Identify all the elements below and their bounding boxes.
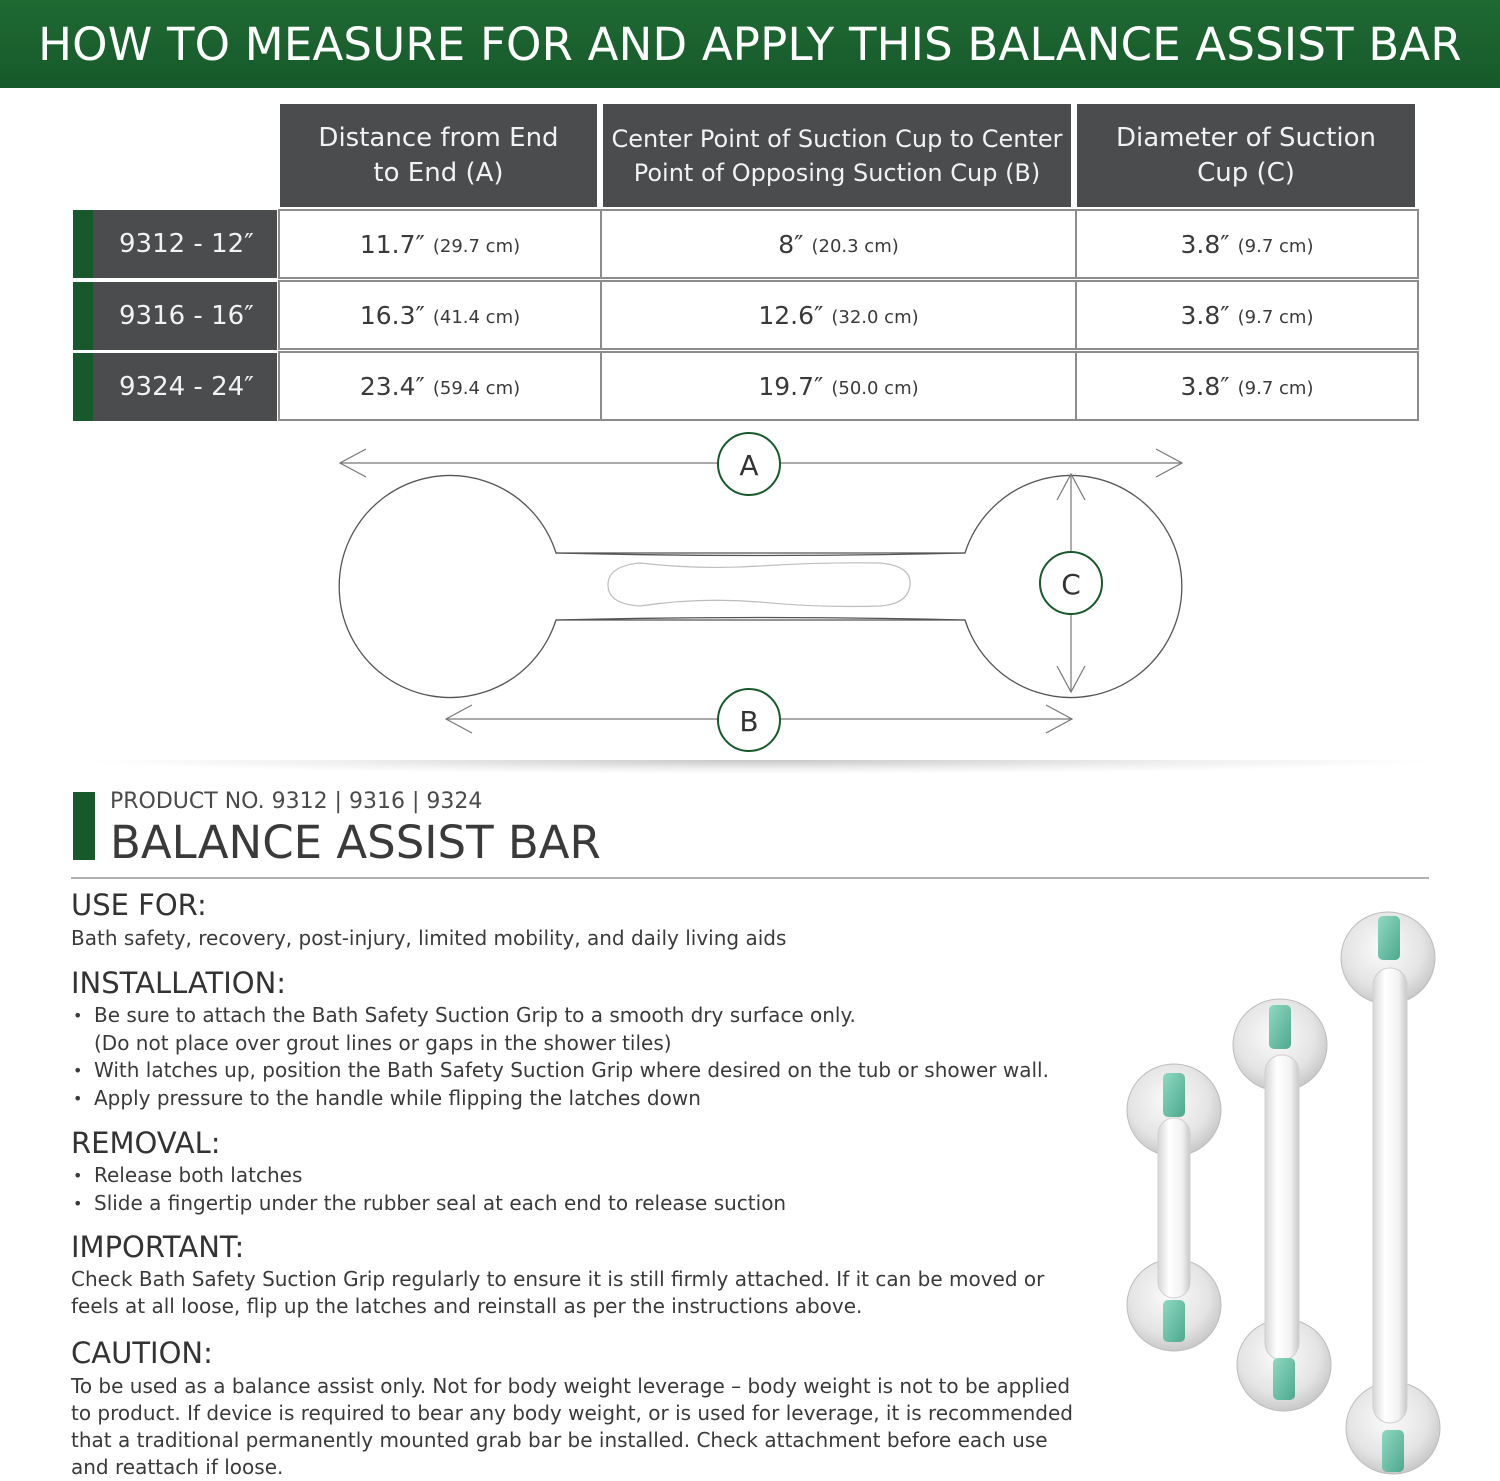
label-c: C <box>1061 568 1081 601</box>
header-distance-end-to-end <box>280 104 597 207</box>
table-cell <box>600 209 1077 279</box>
important-heading: IMPORTANT: <box>71 1230 245 1264</box>
value-cm: (20.3 cm) <box>811 235 899 257</box>
installation-list <box>71 1002 1111 1112</box>
header-center-to-center <box>603 104 1071 207</box>
header-a-line2: to End (A) <box>373 157 504 188</box>
value-cm: (9.7 cm) <box>1237 377 1314 399</box>
product-title: BALANCE ASSIST BAR <box>110 816 601 869</box>
value-inches: 3.8″ <box>1180 300 1230 330</box>
table-cell <box>278 351 602 421</box>
table-cell <box>600 351 1077 421</box>
table-cell <box>278 280 602 350</box>
title-rule <box>71 877 1429 879</box>
list-item: • With latches up, position the Bath Safety Suction Grip where desired on the tub or shower wall. <box>71 1057 1111 1085</box>
table-cell <box>1075 280 1419 350</box>
list-item: • Slide a fingertip under the rubber seal at each end to release suction <box>71 1190 1111 1218</box>
value-inches: 16.3″ <box>359 300 425 330</box>
value-inches: 19.7″ <box>758 371 824 401</box>
value-cm: (59.4 cm) <box>432 377 521 399</box>
list-item: • Apply pressure to the handle while flipping the latches down <box>71 1085 1111 1113</box>
value-inches: 8″ <box>778 229 804 259</box>
table-cell <box>1075 351 1419 421</box>
value-inches: 12.6″ <box>758 300 824 330</box>
value-cm: (9.7 cm) <box>1237 306 1314 328</box>
removal-list <box>71 1162 1111 1217</box>
header-c-line2: Cup (C) <box>1197 157 1295 188</box>
table-cell <box>1075 209 1419 279</box>
removal-heading: REMOVAL: <box>71 1126 221 1160</box>
list-item-continuation: (Do not place over grout lines or gaps in the shower tiles) <box>94 1030 672 1055</box>
bar-16-inch <box>1233 999 1331 1411</box>
value-inches: 23.4″ <box>359 371 425 401</box>
banner-title: HOW TO MEASURE FOR AND APPLY THIS BALANCE ASSIST BAR <box>38 18 1462 71</box>
value-cm: (32.0 cm) <box>831 306 919 328</box>
value-cm: (50.0 cm) <box>831 377 919 399</box>
value-inches: 3.8″ <box>1180 371 1230 401</box>
list-item: • Release both latches <box>71 1162 1111 1190</box>
header-b-line1: Center Point of Suction Cup to Center <box>611 124 1063 153</box>
product-photo <box>1100 900 1480 1478</box>
page-banner <box>0 0 1500 88</box>
product-number: PRODUCT NO. 9312 | 9316 | 9324 <box>110 789 483 814</box>
installation-heading: INSTALLATION: <box>71 966 287 1000</box>
value-cm: (9.7 cm) <box>1237 235 1314 257</box>
bar-12-inch <box>1127 1064 1221 1351</box>
row-label-9324: 9324 - 24″ <box>73 353 277 421</box>
value-cm: (29.7 cm) <box>432 235 521 257</box>
label-b-circle <box>718 689 780 751</box>
table-cell <box>278 209 602 279</box>
title-accent-bar <box>73 792 95 860</box>
label-c-circle <box>1040 552 1102 614</box>
value-inches: 3.8″ <box>1180 229 1230 259</box>
list-item: • Be sure to attach the Bath Safety Suction Grip to a smooth dry surface only. <box>71 1002 1111 1030</box>
row-label-9316: 9316 - 16″ <box>73 282 277 350</box>
header-b-line2: Point of Opposing Suction Cup (B) <box>633 158 1041 187</box>
table-cell <box>600 280 1077 350</box>
caution-heading: CAUTION: <box>71 1336 213 1370</box>
header-cup-diameter <box>1077 104 1415 207</box>
section-divider <box>70 760 1450 774</box>
header-c-line1: Diameter of Suction <box>1115 122 1377 153</box>
value-inches: 11.7″ <box>359 229 425 259</box>
measurement-diagram <box>0 420 1500 760</box>
important-text: Check Bath Safety Suction Grip regularly to ensure it is still firmly attached. If it can be moved or feels at all loose, flip up the latches and reinstall as per the instructions above. <box>71 1267 1045 1318</box>
label-a-circle <box>718 433 780 495</box>
label-a: A <box>739 449 759 482</box>
row-label-9312: 9312 - 12″ <box>73 210 277 278</box>
value-cm: (41.4 cm) <box>432 306 521 328</box>
use-for-text: Bath safety, recovery, post-injury, limited mobility, and daily living aids <box>71 926 787 950</box>
use-for-heading: USE FOR: <box>71 888 207 922</box>
header-a-line1: Distance from End <box>318 122 559 153</box>
bar-24-inch <box>1341 912 1440 1474</box>
caution-text: To be used as a balance assist only. Not for body weight leverage – body weight is not to be applied to product. If device is required to bear any body weight, or is used for leverage, it is recommended that a traditional permanently mounted grab bar be installed. Check attachment before each use and reattach if loose. <box>71 1374 1073 1479</box>
label-b: B <box>739 705 759 738</box>
